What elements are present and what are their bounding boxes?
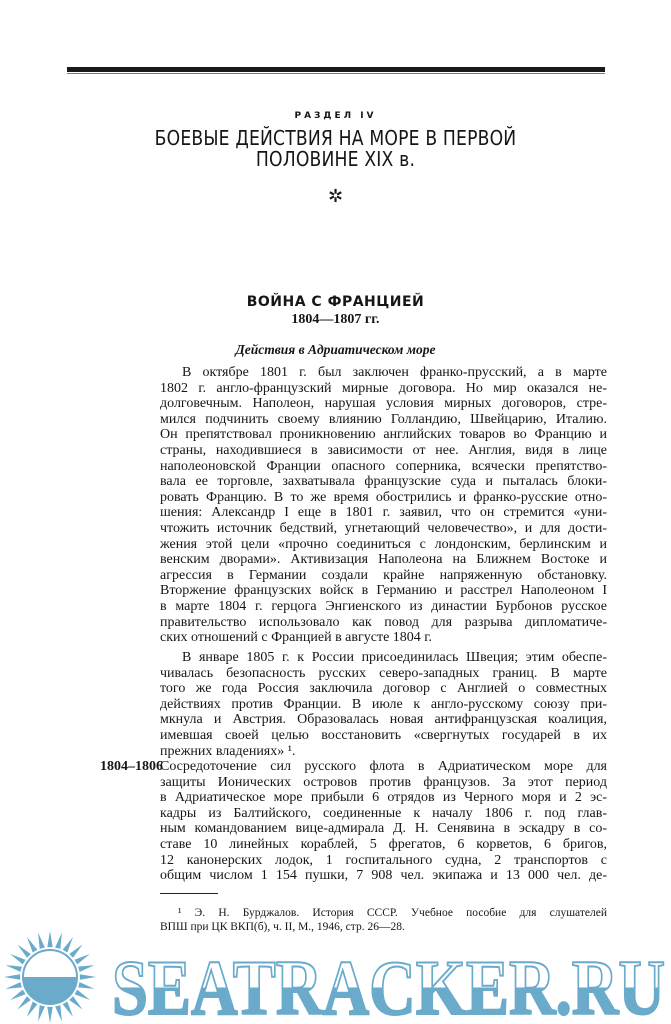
text-line: кадры из Балтийского, соединенные к началу 1806 г. под глав- [160,805,607,821]
header-rule-thin [67,73,605,74]
sun-ray [80,974,96,979]
text-line: наполеоновской Франции опасного соперника, всячески препятство- [160,458,607,474]
sun-ray [10,954,25,964]
sun-ray [69,996,82,1009]
sun-ray [27,1002,37,1017]
text-line: действиях против Франции. В июле к англо-русскому союзу при- [160,696,607,712]
text-line: долговечным. Наполеон, нарушая условия мирных договоров, стре- [160,396,607,412]
sun-ray [38,933,45,949]
text-line: жения этой цели «прочно соединиться с лондонским, берлинским и [160,536,607,552]
chapter-years: 1804—1807 гг. [291,312,380,327]
sun-ray [78,965,94,972]
sun-ray [4,974,20,979]
section-label: РАЗДЕЛ IV [294,111,377,121]
text-line: Сосредоточение сил русского флота в Адриатическом море для [160,759,607,774]
text-line: общим числом 1 154 пушки, 7 908 чел. экипажа и 13 000 чел. де- [160,868,607,884]
sun-ray [6,965,22,972]
sun-ray [75,954,90,964]
ornament-icon: ✲ [327,186,344,206]
sun-ray [47,931,52,947]
part-title-line: ПОЛОВИНЕ XIX в. [255,147,416,171]
chapter-subtitle: Действия в Адриатическом море [235,342,436,357]
text-line: 12 канонерских лодок, 1 госпитального судна, 2 транспортов с [160,852,607,868]
text-line: ВПШ при ЦК ВКП(б), ч. II, М., 1946, стр. 26—28. [160,921,405,933]
text-line: имевшая своей целью восстановить «свергнутых государей в их [160,727,607,743]
text-line: мкнула и Австрия. Образовалась новая антифранцузская коалиция, [160,712,607,728]
text-line: агрессия в Германии создали крайне напряженную обстановку. [160,567,607,583]
text-line: ¹ Э. Н. Бурджалов. История СССР. Учебное пособие для слушателей [178,907,607,919]
text-line: ным командованием вице-адмирала Д. Н. Сенявина в эскадру в со- [160,821,607,837]
text-line: страны, находившиеся в зависимости от нее. Англия, видя в лице [160,442,607,458]
part-title [47,128,624,170]
paragraph-3 [160,759,607,884]
sun-ray [63,937,73,952]
sun-ray [55,1005,62,1021]
text-line: ставе 10 линейных кораблей, 5 фрегатов, 6 корветов, 6 бригов, [160,836,607,852]
watermark-text: SEATRACKER.RU [112,944,665,1024]
text-line: В октябре 1801 г. был заключен франко-прусский, а в марте [182,365,607,380]
text-line: в Адриатическое море прибыли 6 отрядов из Черного моря и 2 эс- [160,790,607,806]
text-line: прежних владениях» ¹. [160,743,296,759]
chapter-title: ВОЙНА С ФРАНЦИЕЙ [246,294,425,310]
sun-ray [78,982,94,989]
text-line: вала ее торговле, захватывала французские суда и пыталась блоки- [160,474,607,490]
text-line: мился подчинить своему влиянию Голландию, Швейцарию, Италию. [160,411,607,427]
sun-ray [10,990,25,1000]
sun-ray [27,937,37,952]
text-line: того же года Россия заключила договор с Англией о совместных [160,681,607,697]
sun-ray [17,944,30,957]
paragraph-1 [160,365,607,646]
text-line: Вторжение французских войск в Германию и расстрел Наполеоном I [160,583,607,599]
text-line: шения: Александр I еще в 1801 г. заявил, что он стремится «уни- [160,505,607,521]
text-line: В январе 1805 г. к России присоединилась Швеция; этим обеспе- [182,650,607,665]
text-line: венским дворами». Активизация Наполеона на Ближнем Востоке и [160,552,607,568]
seatracker-watermark-logo [0,930,671,1024]
text-line: ских отношений с Францией в августе 1804 г. [160,630,432,646]
sun-ray [63,1002,73,1017]
margin-date-note: 1804–1806 [100,759,163,774]
text-line: ровать Францию. В то же время обострились и франко-русские отно- [160,489,607,505]
text-line: чтожить источник бедствий, угнетающий человечество», и для дости- [160,520,607,536]
sun-ray [17,996,30,1009]
text-line: правительство использовало как повод для разрыва дипломатиче- [160,614,607,630]
sun-icon [4,931,96,1023]
paragraph-2 [160,650,607,759]
text-line: защиты Ионических островов против французов. За этот период [160,774,607,790]
sun-ray [55,933,62,949]
footnote-rule [160,893,218,894]
sun-ray [47,1007,52,1023]
header-rule [67,67,605,72]
part-title-line: БОЕВЫЕ ДЕЙСТВИЯ НА МОРЕ В ПЕРВОЙ [154,126,517,150]
text-line: Он препятствовал проникновению английских товаров во Францию и [160,427,607,443]
sun-ray [6,982,22,989]
text-line: в марте 1804 г. герцога Энгиенского из династии Бурбонов русское [160,598,607,614]
sun-ray [38,1005,45,1021]
text-line: 1802 г. англо-французский мирные договора. Но мир оказался не- [160,380,607,396]
sun-ray [69,944,82,957]
text-line: чивалась безопасность русских северо-западных границ. В марте [160,665,607,681]
sun-ray [75,990,90,1000]
